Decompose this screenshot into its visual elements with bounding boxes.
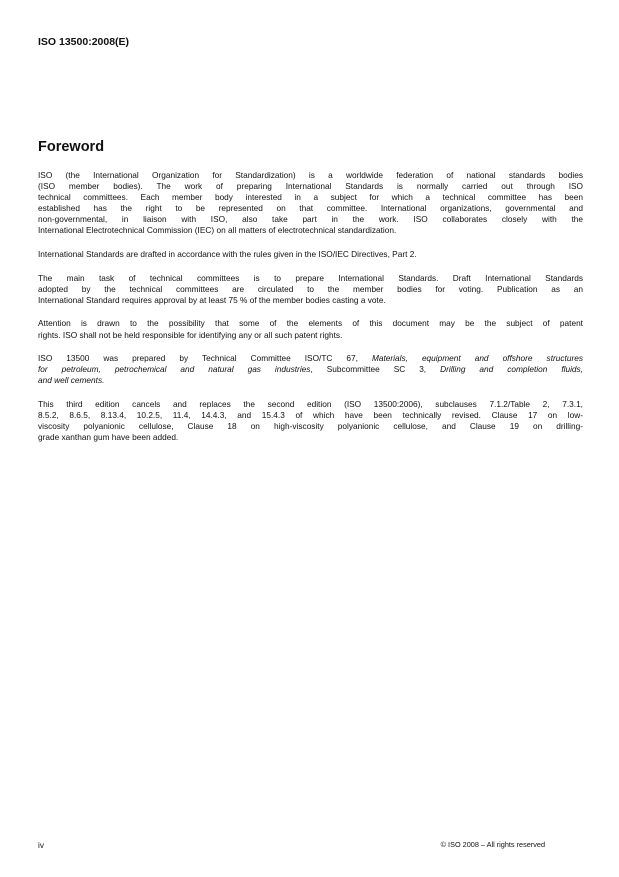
- text-run: rights. ISO shall not be held responsible for identifying any or all such patent rights.: [38, 329, 343, 340]
- paragraph: [38, 318, 583, 340]
- italic-text: for petroleum, petrochemical and natural gas industries: [38, 364, 311, 375]
- paragraph: [38, 399, 583, 443]
- text-line: [38, 399, 583, 410]
- text-line: [38, 364, 583, 375]
- text-run: Attention is drawn to the possibility that some of the elements of this document may be the subject of patent: [38, 318, 583, 329]
- text-line: [38, 273, 583, 284]
- text-line: [38, 330, 583, 341]
- text-run: technical committees. Each member body interested in a subject for which a technical committee has been: [38, 192, 583, 203]
- paragraph: [38, 353, 583, 386]
- text-run: adopted by the technical committees are circulated to the member bodies for voting. Publication as an: [38, 283, 583, 294]
- text-run: viscosity polyanionic cellulose, Clause 18 on high-viscosity polyanionic cellulose, and Clause 19 on drilling-: [38, 421, 583, 432]
- text-line: [38, 421, 583, 432]
- text-run: This third edition cancels and replaces the second edition (ISO 13500:2006), subclauses 7.1.2/Table 2, 7.3.1,: [38, 398, 583, 409]
- text-run: , Subcommittee SC 3,: [310, 364, 441, 375]
- text-line: [38, 249, 583, 260]
- text-line: [38, 295, 583, 306]
- document-header-id: ISO 13500:2008(E): [38, 36, 130, 48]
- text-run: established has the right to be represented on that committee. International organizations, governmental and: [38, 203, 583, 214]
- italic-text: and well cements.: [38, 375, 105, 386]
- paragraph: [38, 273, 583, 306]
- text-line: [38, 214, 583, 225]
- text-line: [38, 225, 583, 236]
- text-line: [38, 410, 583, 421]
- italic-text: Materials, equipment and offshore structures: [371, 353, 583, 364]
- text-line: [38, 284, 583, 295]
- text-run: non-governmental, in liaison with ISO, also take part in the work. ISO collaborates closely with the: [38, 214, 583, 225]
- text-run: grade xanthan gum have been added.: [38, 432, 179, 443]
- foreword-body: [38, 170, 583, 456]
- text-line: [38, 170, 583, 181]
- copyright-notice: © ISO 2008 – All rights reserved: [440, 840, 545, 849]
- text-run: The main task of technical committees is to prepare International Standards. Draft International Standards: [38, 272, 583, 283]
- text-run: ISO 13500 was prepared by Technical Committee ISO/TC 67,: [38, 353, 372, 364]
- text-run: International Electrotechnical Commission (IEC) on all matters of electrotechnical standardization.: [38, 225, 397, 236]
- paragraph: [38, 249, 583, 260]
- paragraph: [38, 170, 583, 237]
- text-run: International Standards are drafted in accordance with the rules given in the ISO/IEC Directives, Part 2.: [38, 249, 417, 260]
- section-title: Foreword: [38, 139, 105, 155]
- text-line: [38, 375, 583, 386]
- text-run: ISO (the International Organization for Standardization) is a worldwide federation of national standards bodies: [38, 170, 583, 180]
- text-run: (ISO member bodies). The work of preparing International Standards is normally carried out through ISO: [38, 181, 583, 192]
- italic-text: Drilling and completion fluids,: [440, 364, 583, 375]
- text-line: [38, 353, 583, 364]
- text-line: [38, 192, 583, 203]
- page-number: iv: [38, 840, 44, 850]
- text-line: [38, 181, 583, 192]
- text-line: [38, 203, 583, 214]
- text-run: International Standard requires approval by at least 75 % of the member bodies casting a vote.: [38, 294, 386, 305]
- text-line: [38, 318, 583, 329]
- text-run: 8.5.2, 8.6.5, 8.13.4, 10.2.5, 11.4, 14.4.3, and 15.4.3 of which have been technically revised. Clause 17 on low-: [38, 410, 583, 420]
- text-line: [38, 432, 583, 443]
